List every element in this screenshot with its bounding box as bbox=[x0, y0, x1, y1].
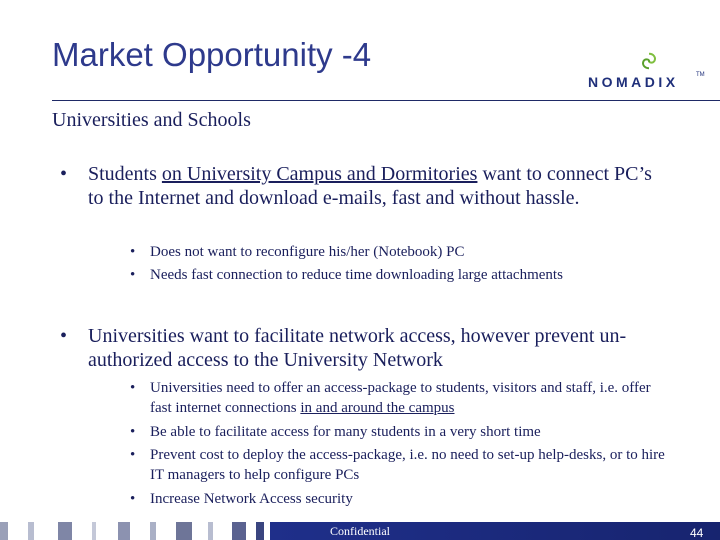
swirl-logo-icon bbox=[640, 52, 658, 70]
sub-bullet-2-2 bbox=[130, 422, 670, 443]
page-title: Market Opportunity -4 bbox=[52, 36, 372, 73]
sub-bullet-text: Needs fast connection to reduce time downloading large attachments bbox=[150, 267, 563, 283]
sub-bullet-text: Be able to facilitate access for many students in a very short time bbox=[150, 424, 541, 440]
bullet-1-text-post: want to connect PC’s to the Internet and download e-mails, fast and without hassle. bbox=[88, 163, 652, 209]
logo-trademark: TM bbox=[696, 72, 705, 78]
bullet-1 bbox=[60, 162, 668, 210]
sub-bullet-text-underlined: in and around the campus bbox=[300, 400, 455, 416]
sub-bullet-1-1 bbox=[130, 242, 670, 263]
nomadix-logo bbox=[588, 52, 704, 94]
sub-bullet-dot: • bbox=[130, 267, 136, 283]
sub-bullet-text: Does not want to reconfigure his/her (Notebook) PC bbox=[150, 244, 465, 260]
bullet-2 bbox=[60, 324, 648, 372]
bullet-dot: • bbox=[60, 325, 68, 347]
sub-bullet-1-2 bbox=[130, 265, 690, 286]
logo-text: NOMADIX bbox=[588, 74, 679, 90]
section-subtitle: Universities and Schools bbox=[52, 109, 251, 131]
page-number: 44 bbox=[690, 526, 704, 540]
bullet-1-text-underlined: on University Campus and Dormitories bbox=[161, 163, 478, 185]
title-divider bbox=[52, 100, 720, 101]
sub-bullet-2-1 bbox=[130, 378, 670, 418]
sub-bullet-text: Increase Network Access security bbox=[150, 491, 353, 507]
bullet-1-text-pre: Students bbox=[88, 163, 162, 185]
sub-bullet-dot: • bbox=[130, 424, 136, 440]
sub-bullet-dot: • bbox=[130, 491, 136, 507]
sub-bullet-text-pre: Universities need to offer an access-package to students, visitors and staff, i.e. offer fast internet connections bbox=[150, 380, 651, 416]
confidential-label: Confidential bbox=[330, 524, 390, 538]
sub-bullet-dot: • bbox=[130, 380, 136, 396]
sub-bullet-2-3 bbox=[130, 445, 670, 485]
sub-bullet-text: Prevent cost to deploy the access-package, i.e. no need to set-up help-desks, or to hire IT managers to help configure PCs bbox=[150, 447, 665, 483]
bullet-2-text: Universities want to facilitate network access, however prevent un-authorized access to the University Network bbox=[88, 325, 627, 371]
bullet-dot: • bbox=[60, 163, 68, 185]
sub-bullet-dot: • bbox=[130, 244, 136, 260]
sub-bullet-2-4 bbox=[130, 489, 670, 510]
sub-bullet-dot: • bbox=[130, 447, 136, 463]
